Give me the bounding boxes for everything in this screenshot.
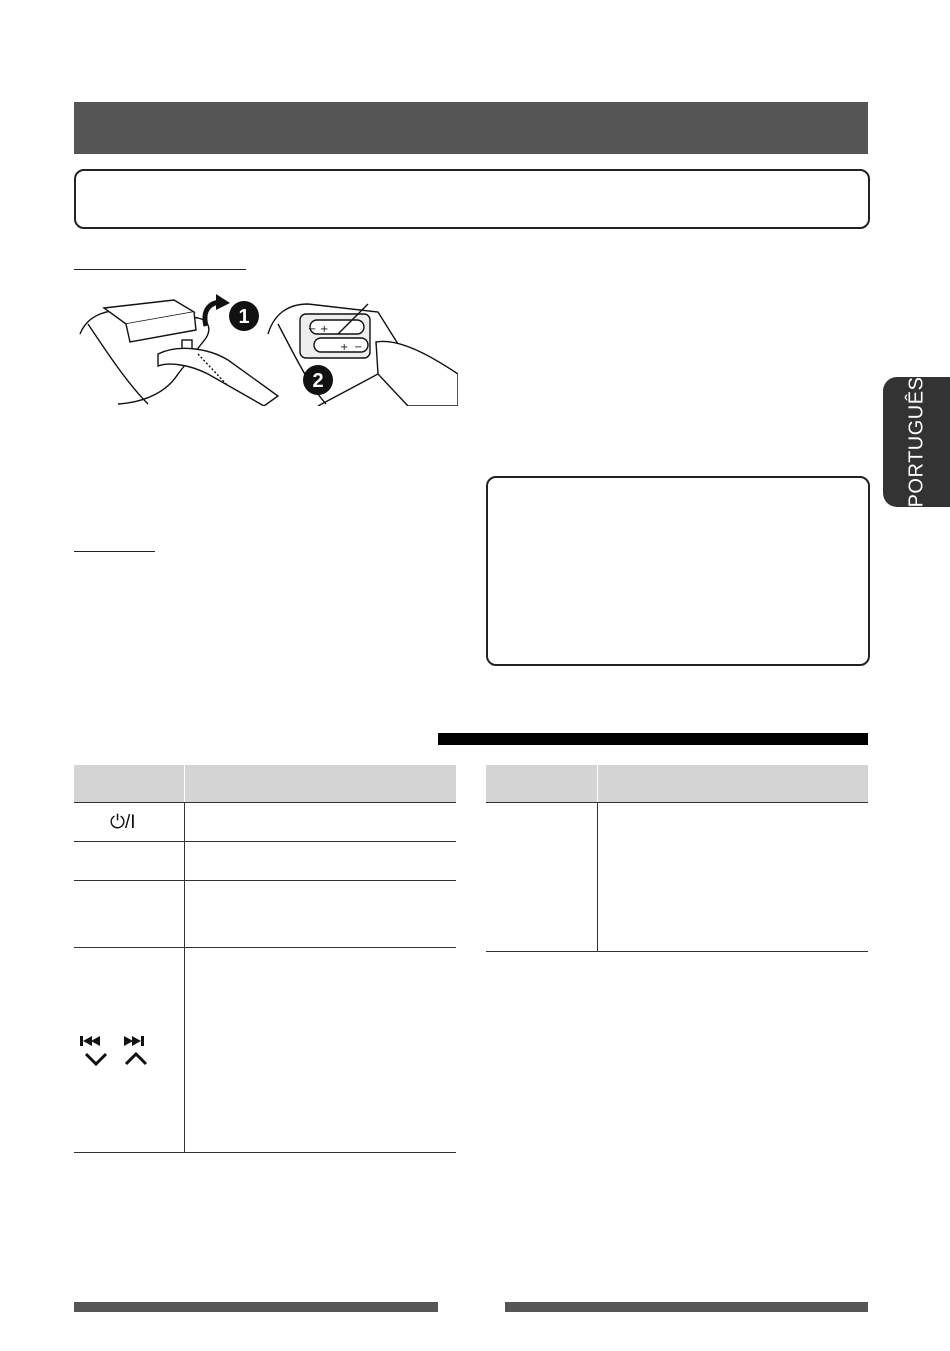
right-table-bottom-border: [486, 951, 868, 952]
skip-next-icon: [124, 1036, 144, 1046]
chevron-up-icon: [126, 1054, 146, 1064]
left-table-header: [74, 765, 456, 803]
heading-underline-battery: [74, 269, 246, 270]
skip-buttons-icon: [78, 1034, 158, 1068]
remote-right: [268, 304, 458, 406]
left-table-bottom-border: [74, 1152, 456, 1153]
right-table-column-divider: [597, 803, 598, 951]
left-table-header-divider: [184, 765, 185, 802]
step-1-label: 1: [238, 306, 250, 328]
svg-text:+: +: [340, 342, 349, 353]
table-row: [74, 880, 456, 881]
svg-text:−: −: [354, 342, 363, 353]
heading-underline-caution: [74, 551, 155, 552]
chevron-down-icon: [86, 1054, 106, 1064]
info-box: [74, 169, 870, 229]
footer-bar-right: [505, 1302, 868, 1312]
right-table-header-divider: [597, 765, 598, 802]
battery-installation-illustration: [78, 294, 458, 406]
footer-bar-left: [74, 1302, 438, 1312]
note-box: [486, 476, 870, 666]
left-table-column-divider: [184, 803, 185, 1152]
title-bar: [74, 102, 868, 154]
svg-text:−: −: [308, 324, 317, 335]
section-divider: [438, 733, 868, 745]
language-tab: [883, 377, 950, 507]
right-table-header: [486, 765, 868, 803]
power-icon: ⏻/I: [110, 812, 136, 833]
table-row: [74, 947, 456, 948]
table-row: [74, 841, 456, 842]
language-tab-label: PORTUGUÊS: [905, 376, 927, 508]
svg-text:+: +: [320, 324, 329, 335]
skip-previous-icon: [80, 1036, 100, 1046]
step-2-label: 2: [312, 370, 324, 392]
